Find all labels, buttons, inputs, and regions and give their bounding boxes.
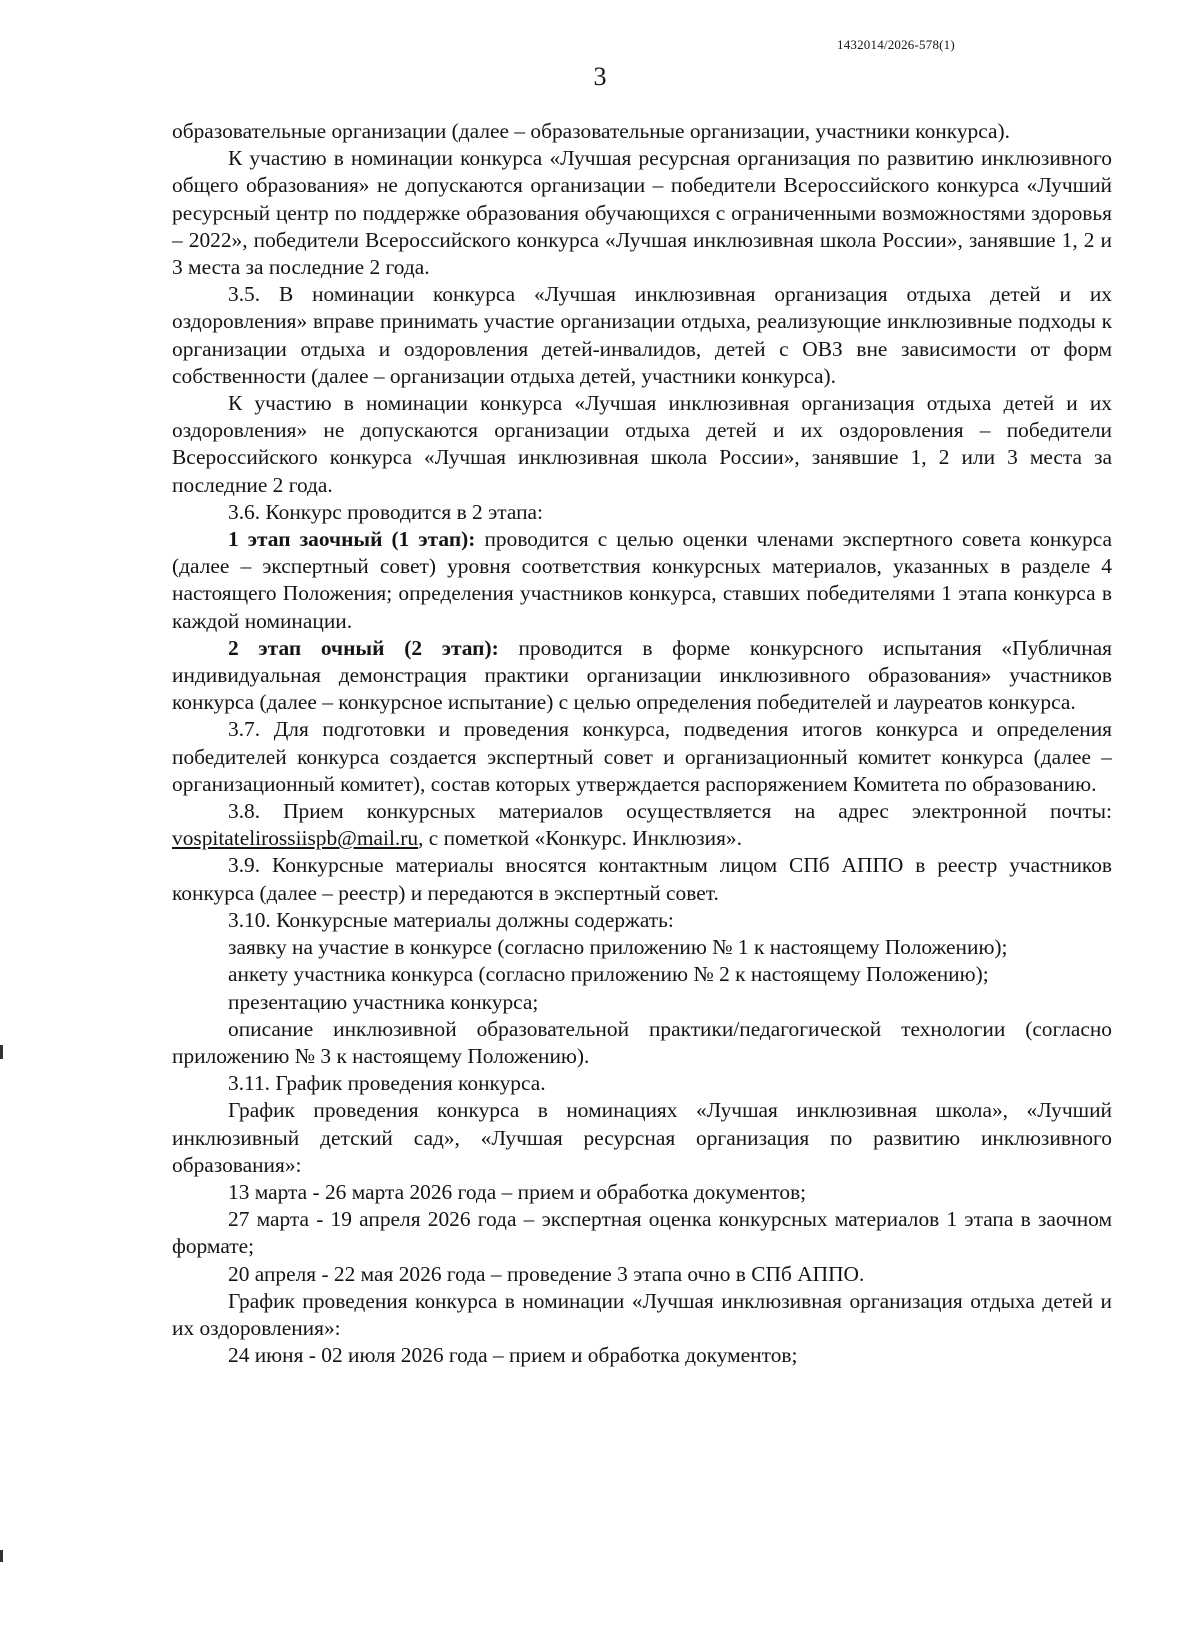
paragraph <box>172 635 1112 717</box>
paragraph: 3.9. Конкурсные материалы вносятся контактным лицом СПб АППО в реестр участников конкурса (далее – реестр) и передаются в экспертный совет. <box>172 853 1112 905</box>
list-item: анкету участника конкурса (согласно приложению № 2 к настоящему Положению); <box>228 962 989 987</box>
email-link[interactable]: vospitatelirossiispb@mail.ru <box>172 826 419 851</box>
list-item: презентацию участника конкурса; <box>228 989 539 1014</box>
stage-2-text: проводится в форме конкурсного испытания «Публичная индивидуальная демонстрация практики организации инклюзивного образования» участников конкурса (далее – конкурсное испытание) с целью определения победителей и лауреатов конкурса. <box>172 635 1112 715</box>
page-number: 3 <box>593 62 607 91</box>
paragraph: образовательные организации (далее – образовательные организации, участники конкурса). <box>172 119 1010 143</box>
paragraph: 3.5. В номинации конкурса «Лучшая инклюзивная организация отдыха детей и их оздоровления» вправе принимать участие организации отдыха, реализующие инклюзивные подходы к организации отдыха и оздоровления детей-инвалидов, детей с ОВЗ вне зависимости от форм собственности (далее – организации отдыха детей, участники конкурса). <box>172 282 1112 388</box>
paragraph: График проведения конкурса в номинации «Лучшая инклюзивная организация отдыха детей и их оздоровления»: <box>172 1288 1112 1340</box>
paragraph: График проведения конкурса в номинациях «Лучшая инклюзивная школа», «Лучший инклюзивный детский сад», «Лучшая ресурсная организация по развитию инклюзивного образования»: <box>172 1098 1112 1177</box>
paragraph <box>172 798 1112 852</box>
document-body <box>172 118 1112 1369</box>
scan-edge-mark <box>0 1045 3 1059</box>
paragraph: К участию в номинации конкурса «Лучшая инклюзивная организация отдыха детей и их оздоровления» не допускаются организации отдыха детей и их оздоровления – победители Всероссийского конкурса «Лучшая инклюзивная школа России», занявшие 1, 2 или 3 места за последние 2 года. <box>172 391 1112 497</box>
schedule-item: 20 апреля - 22 мая 2026 года – проведение 3 этапа очно в СПб АППО. <box>228 1261 865 1286</box>
stage-1-text: проводится с целью оценки членами экспертного совета конкурса (далее – экспертный совет) уровня соответствия конкурсных материалов, указанных в разделе 4 настоящего Положения; определения участников конкурса, ставших победителями 1 этапа конкурса в каждой номинации. <box>172 527 1112 633</box>
paragraph: К участию в номинации конкурса «Лучшая ресурсная организация по развитию инклюзивного общего образования» не допускаются организации – победители Всероссийского конкурса «Лучший ресурсный центр по поддержке образования обучающихся с ограниченными возможностями здоровья – 2022», победители Всероссийского конкурса «Лучшая инклюзивная школа России», занявшие 1, 2 и 3 места за последние 2 года. <box>172 146 1112 280</box>
paragraph: 3.10. Конкурсные материалы должны содержать: <box>228 907 674 932</box>
email-intro-text: 3.8. Прием конкурсных материалов осуществляется на адрес электронной почты: <box>228 799 1112 824</box>
paragraph <box>172 526 1112 635</box>
paragraph: 3.7. Для подготовки и проведения конкурса, подведения итогов конкурса и определения победителей конкурса создается экспертный совет и организационный комитет конкурса (далее – организационный комитет), состав которых утверждается распоряжением Комитета по образованию. <box>172 717 1112 796</box>
schedule-item: 13 марта - 26 марта 2026 года – прием и обработка документов; <box>228 1179 807 1204</box>
stage-2-title: 2 этап очный (2 этап): <box>228 635 499 660</box>
list-item: заявку на участие в конкурсе (согласно приложению № 1 к настоящему Положению); <box>228 935 1008 960</box>
paragraph: 3.11. График проведения конкурса. <box>228 1071 546 1096</box>
paragraph: 3.6. Конкурс проводится в 2 этапа: <box>228 499 543 524</box>
scan-edge-mark <box>0 1550 3 1562</box>
schedule-item: 27 марта - 19 апреля 2026 года – экспертная оценка конкурсных материалов 1 этапа в заочном формате; <box>172 1207 1112 1259</box>
schedule-item: 24 июня - 02 июля 2026 года – прием и обработка документов; <box>228 1343 798 1368</box>
email-note-text: , с пометкой «Конкурс. Инклюзия». <box>418 826 742 851</box>
stage-1-title: 1 этап заочный (1 этап): <box>228 527 476 552</box>
document-id: 1432014/2026-578(1) <box>837 37 955 52</box>
list-item: описание инклюзивной образовательной практики/педагогической технологии (согласно приложению № 3 к настоящему Положению). <box>172 1016 1112 1068</box>
